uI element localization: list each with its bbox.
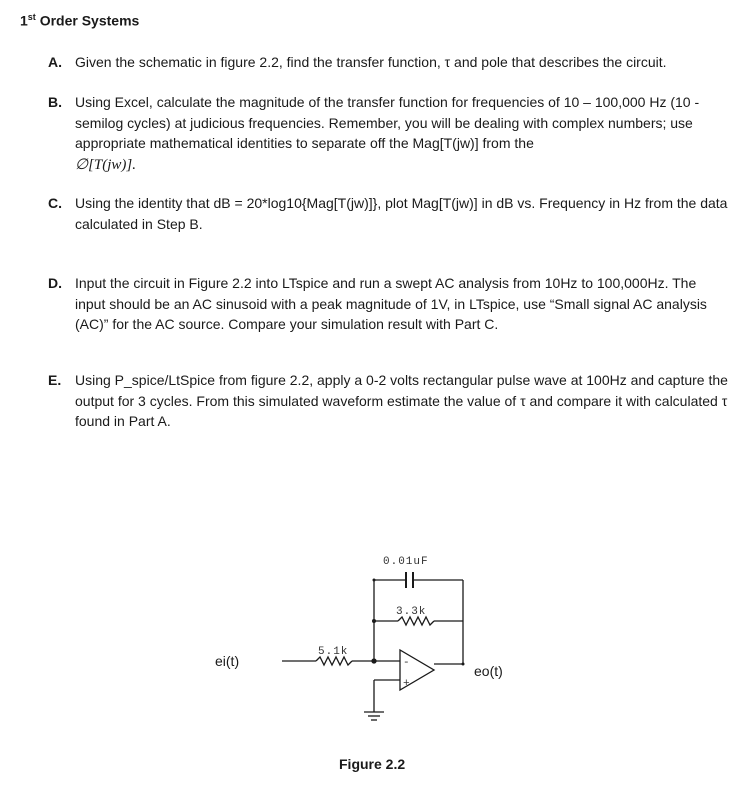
- input-resistor-label: 5.1k: [318, 646, 349, 658]
- feedback-resistor: [398, 617, 434, 625]
- junction-dot: [372, 619, 376, 623]
- section-title: 1st Order Systems: [20, 12, 140, 29]
- item-text: Using the identity that dB = 20*log10{Mag[T(jw)]}, plot Mag[T(jw)] in dB vs. Frequency in Hz from the data calculated in Step B.: [75, 195, 728, 232]
- input-label: ei(t): [215, 653, 240, 669]
- feedback-resistor-label: 3.3k: [396, 606, 427, 618]
- item-text: Using P_spice/LtSpice from figure 2.2, apply a 0-2 volts rectangular pulse wave at 100Hz and capture the output for 3 cycles. From this simulated waveform estimate the value of τ and compare it with calculated τ found in Part A.: [75, 372, 728, 429]
- item-letter: B.: [48, 94, 62, 110]
- item-letter: D.: [48, 275, 62, 291]
- item-text: Input the circuit in Figure 2.2 into LTspice and run a swept AC analysis from 10Hz to 100,000Hz. The input should be an AC sinusoid with a peak magnitude of 1V, in LTspice, use “Small signal AC analysis (AC)” for the AC source. Compare your simulation result with Part C.: [75, 275, 707, 332]
- figure-caption: Figure 2.2: [339, 756, 406, 772]
- item-text: Given the schematic in figure 2.2, find the transfer function, τ and pole that describes the circuit.: [75, 54, 667, 70]
- item-letter: E.: [48, 372, 62, 388]
- noninverting-sign: +: [403, 678, 411, 690]
- item-text: Using Excel, calculate the magnitude of the transfer function for frequencies of 10 – 100,000 Hz (10 -semilog cycles) at judicious frequencies. Remember, you will be dealing with complex numbers; use appropriate mathematical identities to separate off the Mag[T(jw)] from the ∅[T(jw)].: [75, 94, 700, 173]
- junction-dot: [462, 663, 465, 666]
- item-letter: C.: [48, 195, 62, 211]
- phase-expression: ∅[T(jw)].: [75, 156, 136, 173]
- input-resistor: [316, 657, 352, 665]
- item-letter: A.: [48, 54, 62, 70]
- capacitor-label: 0.01uF: [383, 556, 429, 568]
- ordinal-suffix: st: [27, 12, 36, 22]
- output-label: eo(t): [474, 663, 503, 679]
- inverting-sign: -: [403, 657, 411, 669]
- junction-dot: [373, 579, 376, 582]
